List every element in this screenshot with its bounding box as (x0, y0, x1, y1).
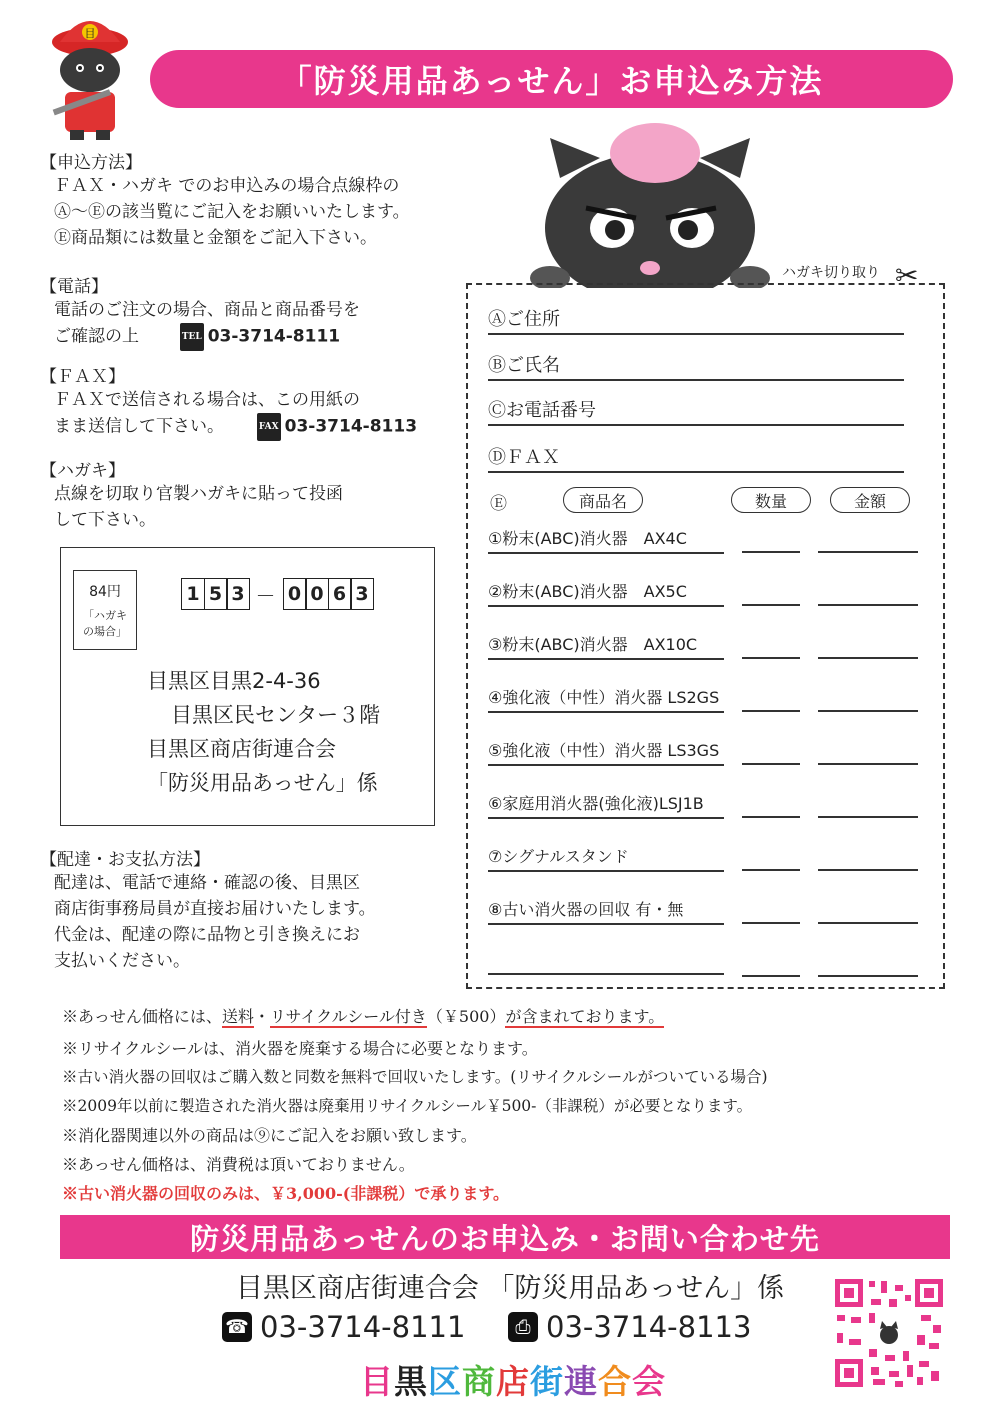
section-line: ＦＡＸで送信される場合は、この用紙の (54, 390, 360, 410)
logo-char: 街 (530, 1362, 564, 1401)
zip-digit: 5 (204, 578, 228, 610)
zip-digit: 0 (305, 578, 329, 610)
delivery-section (40, 845, 460, 974)
logo-char: 会 (632, 1362, 666, 1401)
order-form (466, 283, 945, 989)
scissors-icon: ✂ (895, 259, 919, 292)
note-line: ※リサイクルシールは、消火器を廃棄する場合に必要となります。 (62, 1039, 538, 1058)
association-logo (360, 1356, 666, 1403)
mailing-address (147, 664, 380, 800)
fax-section (40, 362, 460, 441)
logo-char: 店 (496, 1362, 530, 1401)
note-line: ※古い消火器の回収はご購入数と同数を無料で回収いたします。(リサイクルシールがついている場合) (62, 1068, 768, 1086)
product-row: ①粉末(ABC)消火器 AX4C (488, 526, 724, 554)
zip-dash: － (255, 583, 276, 608)
fax-icon: ⎙ (508, 1312, 538, 1342)
cat-peeking-icon (520, 118, 780, 288)
section-line (40, 323, 460, 351)
section-line: 支払いください。 (54, 951, 190, 971)
stamp-box (73, 570, 137, 650)
section-line: 代金は、配達の際に品物と引き換えにお (54, 925, 360, 945)
section-line-text: まま送信して下さい。 (54, 416, 224, 437)
page-title: 「防災用品あっせん」お申込み方法 (150, 50, 953, 108)
zip-code (181, 578, 373, 610)
note-line: ※あっせん価格は、消費税は頂いておりません。 (62, 1155, 415, 1174)
stamp-note: 「ハガキ (83, 609, 127, 622)
section-heading: 【電話】 (40, 277, 108, 297)
phone-section (40, 272, 460, 351)
amount-input[interactable] (818, 763, 918, 765)
logo-char: 区 (428, 1362, 462, 1401)
fax-icon: FAX (257, 413, 281, 441)
section-line: Ⓐ～Ⓔの該当覧にご記入をお願いいたします。 (54, 202, 410, 222)
zip-digit: 3 (350, 578, 374, 610)
amount-input[interactable] (818, 816, 918, 818)
logo-char: 合 (598, 1362, 632, 1401)
product-row: ②粉末(ABC)消火器 AX5C (488, 579, 724, 607)
logo-char: 目 (360, 1362, 394, 1401)
note-text: ・ (253, 1007, 270, 1026)
note-text: ※あっせん価格には、 (62, 1007, 222, 1026)
product-row: ③粉末(ABC)消火器 AX10C (488, 632, 724, 660)
fax-field[interactable]: ⒹＦＡＸ (488, 443, 904, 473)
apply-section (40, 148, 460, 251)
section-heading: 【ＦＡＸ】 (40, 367, 125, 387)
section-line: ＦＡＸ・ハガキ でのお申込みの場合点線枠の (54, 176, 400, 196)
product-row: ⑤強化液（中性）消火器 LS3GS (488, 738, 724, 766)
section-line: 点線を切取り官製ハガキに貼って投函 (54, 484, 343, 504)
phone-field[interactable]: Ⓒお電話番号 (488, 396, 904, 426)
contact-tel-number[interactable]: 03-3714-8111 (260, 1310, 466, 1344)
cut-label: ハガキ切り取り (782, 265, 880, 281)
tel-icon: TEL (180, 323, 204, 351)
note-price: （￥500） (426, 1007, 506, 1026)
address-field[interactable]: Ⓐご住所 (488, 305, 904, 335)
cat-firefighter-icon (40, 10, 140, 145)
quantity-input[interactable] (742, 551, 800, 553)
note-line: ※消化器関連以外の商品は⑨にご記入をお願い致します。 (62, 1126, 477, 1145)
contact-org: 目黒区商店街連合会 「防災用品あっせん」係 (235, 1273, 785, 1304)
product-row: ④強化液（中性）消火器 LS2GS (488, 685, 724, 713)
note-line (62, 1004, 664, 1027)
amount-input[interactable] (818, 922, 918, 924)
column-item-name: 商品名 (563, 487, 643, 513)
phone-icon: ☎ (222, 1312, 252, 1342)
contact-bar: 防災用品あっせんのお申込み・お問い合わせ先 (60, 1215, 950, 1259)
product-row: ⑧古い消火器の回収 有・無 (488, 897, 724, 925)
note-underlined: が含まれております。 (505, 1007, 665, 1026)
contact-tel[interactable] (222, 1310, 465, 1344)
section-line: 電話のご注文の場合、商品と商品番号を (54, 300, 360, 320)
address-line: 目黒区目黒2-4-36 (147, 669, 321, 693)
logo-char: 商 (462, 1362, 496, 1401)
qr-code-icon[interactable] (833, 1277, 945, 1389)
column-quantity: 数量 (731, 487, 811, 513)
amount-input[interactable] (818, 604, 918, 606)
column-amount: 金額 (830, 487, 910, 513)
section-line: Ⓔ商品類には数量と金額をご記入下さい。 (54, 228, 377, 248)
contact-fax[interactable] (508, 1310, 751, 1344)
address-line: 「防災用品あっせん」係 (147, 771, 378, 795)
e-mark: Ⓔ (490, 494, 507, 514)
contact-fax-number[interactable]: 03-3714-8113 (546, 1310, 752, 1344)
note-line: ※2009年以前に製造された消火器は廃棄用リサイクルシール￥500-（非課税）が必要となります。 (62, 1097, 753, 1115)
zip-digit: 1 (181, 578, 205, 610)
quantity-input[interactable] (742, 763, 800, 765)
note-underlined: 送料 (221, 1007, 254, 1026)
fax-number[interactable]: 03-3714-8113 (284, 416, 418, 437)
svg-text:目: 目 (84, 27, 96, 40)
quantity-input[interactable] (742, 710, 800, 712)
zip-digit: 3 (226, 578, 250, 610)
section-line: して下さい。 (54, 510, 156, 530)
logo-char: 連 (564, 1362, 598, 1401)
product-row: ⑦シグナルスタンド (488, 844, 724, 872)
section-line: 配達は、電話で連絡・確認の後、目黒区 (54, 873, 360, 893)
postcard-section (40, 456, 460, 533)
stamp-price: 84円 (89, 584, 121, 600)
product-row: ⑥家庭用消火器(強化液)LSJ1B (488, 791, 724, 819)
quantity-input[interactable] (742, 657, 800, 659)
address-line: 目黒区民センター３階 (171, 703, 381, 727)
section-heading: 【配達・お支払方法】 (40, 850, 210, 870)
quantity-input[interactable] (742, 922, 800, 924)
stamp-note: の場合」 (83, 625, 127, 638)
zip-digit: 0 (283, 578, 307, 610)
section-heading: 【申込方法】 (40, 153, 142, 173)
quantity-input[interactable] (742, 816, 800, 818)
quantity-input[interactable] (742, 604, 800, 606)
name-field[interactable]: Ⓑご氏名 (488, 351, 904, 381)
phone-number[interactable]: 03-3714-8111 (207, 326, 341, 347)
logo-char: 黒 (394, 1362, 428, 1401)
amount-input[interactable] (818, 551, 918, 553)
section-line (40, 413, 460, 441)
section-heading: 【ハガキ】 (40, 461, 125, 481)
amount-input[interactable] (818, 975, 918, 977)
note-red-line: ※古い消火器の回収のみは、￥3,000-(非課税）で承ります。 (62, 1184, 510, 1203)
amount-input[interactable] (818, 657, 918, 659)
quantity-input[interactable] (742, 975, 800, 977)
address-line: 目黒区商店街連合会 (147, 737, 336, 761)
section-line: 商店街事務局員が直接お届けいたします。 (54, 899, 376, 919)
zip-digit: 6 (328, 578, 352, 610)
amount-input[interactable] (818, 710, 918, 712)
quantity-input[interactable] (742, 869, 800, 871)
note-underlined: リサイクルシール付き (269, 1007, 427, 1026)
amount-input[interactable] (818, 869, 918, 871)
postcard-address-box (60, 547, 435, 826)
section-line-text: ご確認の上 (54, 326, 139, 347)
product-row-blank[interactable] (488, 950, 724, 975)
